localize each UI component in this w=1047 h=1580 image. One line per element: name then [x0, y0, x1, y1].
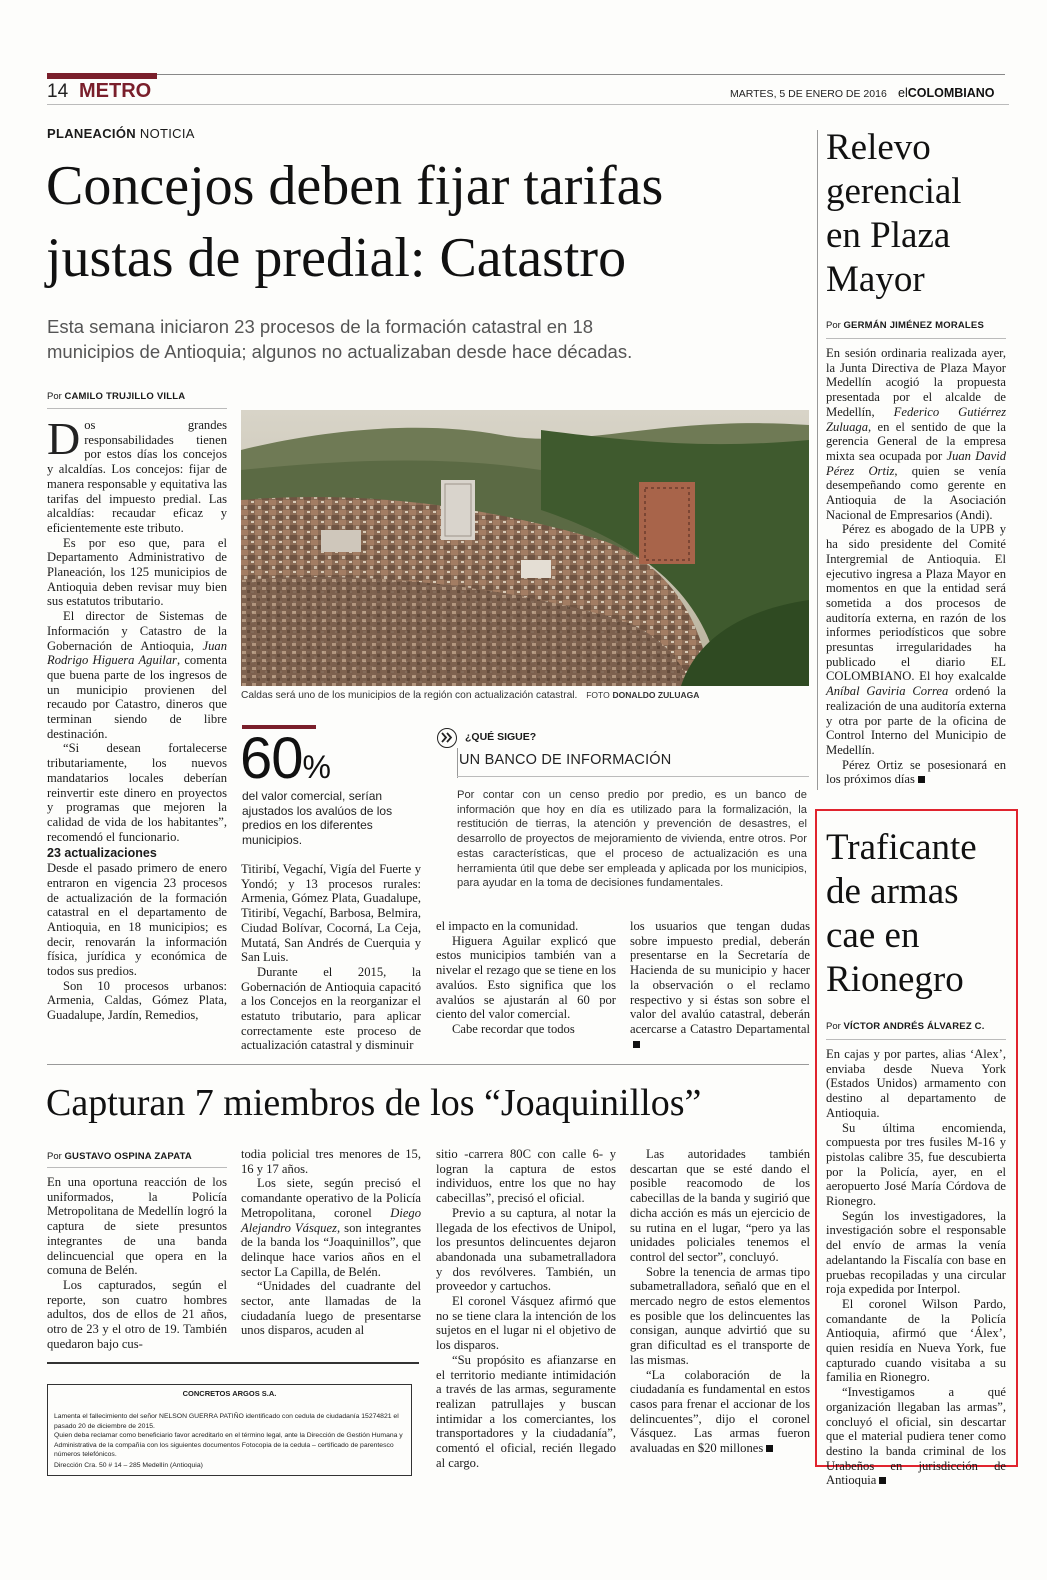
sidebar-title: UN BANCO DE INFORMACIÓN: [459, 752, 672, 768]
sidebar-kicker: ¿QUÉ SIGUE?: [465, 731, 537, 743]
sidebar-title-rule: [457, 776, 809, 777]
bottom-byline: Por GUSTAVO OSPINA ZAPATA: [47, 1151, 192, 1162]
traficante-paragraph: El coronel Wilson Pardo, comandante de la Policía Antioquia, afirmó que ‘Álex’, quien residía en Nueva York, fue capturado cuando visitaba a su familia en Rionegro.: [826, 1296, 1006, 1385]
bottom-column-1: [47, 1175, 227, 1351]
article-kicker: [47, 126, 195, 141]
traficante-byline-rule: [826, 1039, 1006, 1040]
main-column-1: [47, 413, 227, 1023]
main-paragraph: Son 10 procesos urbanos: Armenia, Caldas, Gómez Plata, Guadalupe, Jardín, Remedios,: [47, 978, 227, 1023]
person-name: Juan Rodrigo Higuera Aguilar: [47, 638, 227, 668]
masthead-prefix: el: [898, 86, 908, 100]
main-subheading: 23 actualizaciones: [47, 846, 157, 861]
end-mark-icon: [766, 1445, 773, 1452]
notice-line: Dirección Cra. 50 # 14 – 285 Medellín (Antioquia): [54, 1461, 203, 1469]
bottom-headline: Capturan 7 miembros de los “Joaquinillos”: [46, 1082, 702, 1124]
main-byline: [47, 391, 185, 402]
main-paragraph: El director de Sistemas de Información y Catastro de la Gobernación de Antioquia, Juan Rodrigo Higuera Aguilar, comenta que buena parte de los ingresos de un municipio provienen del recaudo por Catastro, dineros que terminan siendo de libre destinación.: [47, 609, 227, 741]
bottom-paragraph: sitio -carrera 80C con calle 6- y logran la captura de estos individuos, entre los que no hay cabecillas”, precisó el oficial.: [436, 1147, 616, 1206]
notice-line: Quien deba reclamar como beneficiario favor acreditarlo en el término legal, ante la Dirección de Gestión Humana y Administrativa de la compañía con los siguientes documentos Fotocopia de la cedula – certificado de parentesco números telefónicos.: [54, 1432, 403, 1458]
notice-top-rule: [47, 1362, 419, 1364]
traficante-byline: Por VÍCTOR ANDRÉS ÁLVAREZ C.: [826, 1021, 985, 1032]
bottom-section-rule: [47, 1064, 809, 1065]
main-paragraph: el impacto en la comunidad.: [436, 919, 579, 933]
end-mark-icon: [879, 1477, 886, 1484]
photo-credit-label: FOTO: [586, 690, 610, 700]
photo-credit-name: DONALDO ZULUAGA: [612, 690, 700, 700]
section-color-bar: [47, 73, 157, 79]
city-hillside-photo: [241, 410, 809, 686]
masthead: [898, 86, 995, 100]
main-paragraph: “Si desean fortalecerse tributariamente, los nuevos mandatarios locales deberían reinvertir este dinero en proyectos y programas que mejoren la calidad de vida de los habitantes”, recomendó el funcionario.: [47, 741, 227, 844]
masthead-name: COLOMBIANO: [907, 86, 995, 100]
bottom-paragraph: Previo a su captura, al notar la llegada de los efectivos de Unipol, los presuntos delincuentes dejaron abandonada una subametralladora y dos revólveres. También, un proveedor y cartuchos.: [436, 1205, 616, 1294]
traficante-paragraph: En cajas y por partes, alias ‘Alex’, enviaba desde Nueva York (Estados Unidos) armamento con destino al departamento de Antioquia.: [826, 1047, 1006, 1120]
right-column-divider: [817, 130, 818, 790]
main-paragraph: Desde el pasado primero de enero entraron en vigencia 23 procesos de actualización de la formación catastral en el departamento de Antioquia, en 18 municipios; es decir, renovarán la información física, jurídica y económica de todos sus predios.: [47, 861, 227, 979]
stat-value: 60: [240, 726, 303, 791]
main-paragraph: Higuera Aguilar explicó que estos municipios también van a nivelar el rezago que se tiene en los avalúos. Esto significa que los avalúos se ajustarán al 60 por ciento del valor comercial.: [436, 933, 616, 1022]
relevo-byline-rule: [826, 338, 1006, 339]
stat-description: del valor comercial, serían ajustados los avalúos de los predios en los diferentes municipios.: [242, 789, 393, 847]
bottom-paragraph: “Unidades del cuadrante del sector, ante llamadas de la ciudadanía luego de presentarse unos disparos, acuden al: [241, 1279, 421, 1338]
bottom-paragraph: “Su propósito es afianzarse en el territorio mediante intimidación a través de las armas, seguramente realizan patrullajes y buscan intimidar a los comerciantes, los transportadores y la ciudadanía”, comentó el oficial, recién llegado al cargo.: [436, 1352, 616, 1470]
obituary-notice: [47, 1384, 412, 1476]
article-photo: [241, 410, 809, 686]
photo-caption: [241, 690, 809, 701]
stat-unit: %: [302, 749, 330, 785]
bottom-paragraph: Los capturados, según el reporte, son cuatro hombres adultos, dos de ellos de 21 años, otro de 23 y el otro de 19. También quedaron bajo cus-: [47, 1277, 227, 1351]
next-steps-box: [437, 726, 809, 906]
bottom-column-4: [630, 1147, 810, 1456]
main-column-3: [436, 919, 616, 1037]
relevo-paragraph: Pérez es abogado de la UPB y ha sido presidente del Comité Intergremial de Antioquia. El ejecutivo ingresa a Plaza Mayor en momentos en que la entidad será sometida a dos procesos de auditoría externa, en razón de los informes periodísticos que sobre presuntas irregularidades ha publicado el diario EL COLOMBIANO. El hoy exalcalde Aníbal Gaviria Correa ordenó la realización de una auditoría externa y otra por parte de la oficina de Control Interno del Municipio de Medellín.: [826, 522, 1006, 757]
kicker-topic: PLANEACIÓN: [47, 126, 136, 141]
byline-author: CAMILO TRUJILLO VILLA: [64, 391, 186, 402]
bottom-paragraph: Las autoridades también descartan que se esté dando el posible reacomodo de los cabecillas de la banda y sugirió que dicha acción es más un ejercicio de su rutina en el lugar, “pero ya las unidades policiales tenemos el control del sector”, concluyó.: [630, 1147, 810, 1264]
header-bottom-rule: [47, 104, 1009, 105]
main-paragraph: los usuarios que tengan dudas sobre impuesto predial, deberán presentarse en la Secretaría de Hacienda de su municipio y hacer la observación o el reclamo respectivo y si éstas son sobre el valor del avalúo catastral, deberán acercarse a Catastro Departamental: [630, 919, 810, 1036]
main-subhead: [47, 314, 817, 364]
sidebar-text: Por contar con un censo predio por predio, es un banco de información que hoy en día es utilizado para la formalización, la restitución de tierras, la atención y prevención de desastres, el desarrollo de proyectos de mejoramiento de vivienda, entre otros. Por estas características, que el proceso de actualización es una herramienta útil que debe ser empleada y aplicada por los municipios, para ayudar en la toma de decisiones fundamentales.: [457, 789, 807, 890]
relevo-body: [826, 346, 1006, 787]
bottom-paragraph: “La colaboración de la ciudadanía es fundamental en estos casos para frenar el accionar de los delincuentes”, dijo el coronel Vásquez. Las armas fueron avaluadas en $20 millones: [630, 1367, 810, 1456]
main-subhead-line1: Esta semana iniciaron 23 procesos de la formación catastral en 18: [47, 316, 594, 337]
main-headline-line2: justas de predial: Catastro: [46, 227, 627, 289]
bottom-paragraph: Sobre la tenencia de armas tipo subametralladora, señaló que en el mercado negro de estos elementos es posible que los delincuentes las consigan, aunque advirtió que su gran dificultad es el transporte de las mismas.: [630, 1264, 810, 1367]
main-column-4: [630, 919, 810, 1051]
photo-caption-text: Caldas será uno de los municipios de la región con actualización catastral.: [241, 690, 578, 701]
section-name: METRO: [79, 80, 152, 102]
drop-cap: D: [47, 413, 81, 464]
notice-title: CONCRETOS ARGOS S.A.: [182, 1389, 277, 1398]
main-headline-line1: Concejos deben fijar tarifas: [46, 155, 664, 217]
notice-line: Lamenta el fallecimiento del señor NELSON GUERRA PATIÑO identificado con cedula de ciudadanía 15274821 el pasado 20 de diciembre de 2015.: [54, 1413, 399, 1430]
bottom-paragraph: Los siete, según precisó el comandante operativo de la Policía Metropolitana, coronel Diego Alejandro Vásquez, son integrantes de la banda los “Joaquinillos”, que delinque hace varios años en el sector La Capilla, de Belén.: [241, 1176, 421, 1279]
traficante-paragraph: “Investigamos a qué organización llegaban las armas”, concluyó el oficial, sin descartar que el material pudiera tener como destino la banda criminal de los Urabeños en jurisdicción de Antioquia: [826, 1385, 1006, 1488]
relevo-headline: Relevo gerencial en Plaza Mayor: [826, 127, 962, 300]
main-paragraph: Es por eso que, para el Departamento Administrativo de Planeación, los 125 municipios de Antioquia deben revisar muy bien sus estatutos tributario.: [47, 535, 227, 609]
kicker-type: NOTICIA: [139, 126, 195, 141]
main-paragraph: Cabe recordar que todos: [452, 1021, 575, 1036]
chevron-double-icon: [437, 728, 457, 748]
main-paragraph: os grandes responsabilidades tienen por estos días los concejos y alcaldías. Los concejos: fijar de manera responsable y equitativa las tarifas del impuesto predial. Las alcaldías: recaudar eficaz y eficientemente este tributo.: [47, 418, 227, 535]
relevo-byline: Por GERMÁN JIMÉNEZ MORALES: [826, 320, 985, 331]
end-mark-icon: [633, 1041, 640, 1048]
issue-date: MARTES, 5 DE ENERO DE 2016: [730, 88, 887, 100]
bottom-byline-rule: [47, 1167, 227, 1168]
byline-prefix: Por: [47, 391, 62, 402]
stat-figure: [240, 728, 330, 798]
bottom-column-2: [241, 1147, 421, 1338]
page-number: 14: [47, 81, 69, 102]
relevo-paragraph: Pérez Ortiz se posesionará en los próximos días: [826, 757, 1006, 787]
main-paragraph: Titiribí, Vegachí, Vigía del Fuerte y Yondó; y 13 procesos rurales: Armenia, Gómez Plata, Guadalupe, Titiribí, Vegachí, Barbosa, Belmira, Ciudad Bolívar, Cocorná, La Ceja, Mutatá, San Andrés de Cuerquia y San Luis.: [241, 862, 421, 965]
main-subhead-line2: municipios de Antioquia; algunos no actualizaban desde hace décadas.: [47, 341, 633, 362]
main-headline: [46, 150, 816, 294]
bottom-paragraph: todia policial tres menores de 15, 16 y 17 años.: [241, 1147, 421, 1176]
bottom-column-3: [436, 1147, 616, 1470]
main-paragraph: Durante el 2015, la Gobernación de Antioquia capacitó a los Concejos en la reorganizar el estatuto tributario, para aplicar correctamente este proceso de actualización catastral y disminuir: [241, 964, 421, 1053]
sidebar-vertical-rule: [457, 748, 458, 778]
bottom-paragraph: El coronel Vásquez afirmó que no se tiene clara la intención de los sujetos en el lugar ni el objetivo de los disparos.: [436, 1294, 616, 1353]
traficante-paragraph: Su última encomienda, compuesta por tres fusiles M-16 y pistolas calibre 35, fue descubierta por la Policía, ayer, en el aeropuerto José María Córdova de Rionegro.: [826, 1120, 1006, 1209]
main-column-2: [241, 862, 421, 1053]
header-rule: [157, 74, 1005, 75]
byline-rule: [47, 408, 227, 409]
relevo-paragraph: En sesión ordinaria realizada ayer, la Junta Directiva de Plaza Mayor Medellín acogió la propuesta presentada por el alcalde de Medellín, Federico Gutiérrez Zuluaga, en el sentido de que la gerencia General de la empresa mixta sea ocupada por Juan David Pérez Ortiz, quien se venía desempeñando como gerente en Antioquia de la Asociación Nacional de Empresarios (Andi).: [826, 346, 1007, 522]
end-mark-icon: [918, 776, 925, 783]
traficante-headline: Traficante de armas cae en Rionegro: [826, 827, 977, 1000]
bottom-paragraph: En una oportuna reacción de los uniformados, la Policía Metropolitana de Medellín logró la captura de siete presuntos integrantes de una banda delincuencial que opera en la comuna de Belén.: [47, 1175, 227, 1278]
traficante-paragraph: Según los investigadores, la investigación sobre el responsable del envío de armas la venía adelantando la Fiscalía con base en pruebas recopiladas y una circular roja expedida por Interpol.: [826, 1208, 1006, 1297]
traficante-body: [826, 1047, 1006, 1488]
